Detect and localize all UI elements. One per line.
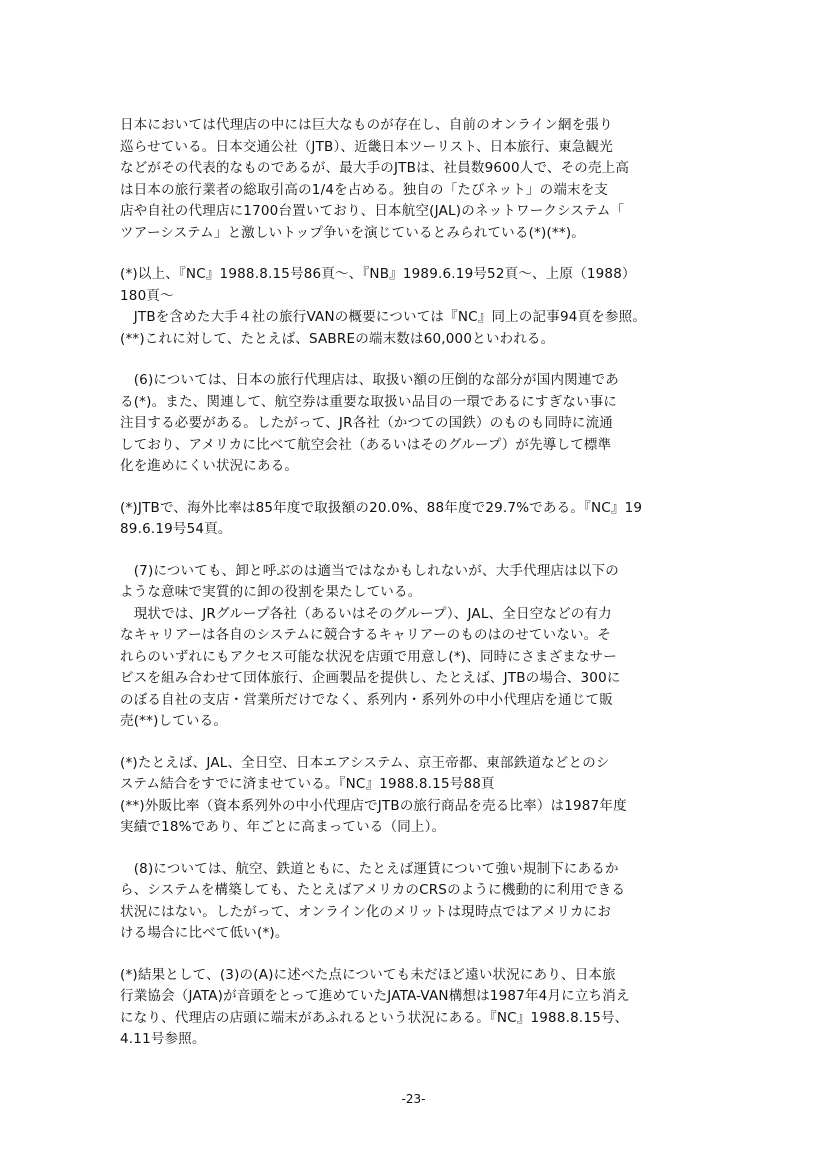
text-line: ら、システムを構築しても、たとえばアメリカのCRSのように機動的に利用できる <box>120 882 626 898</box>
text-line: ステム結合をすでに済ませている。『NC』1988.8.15号88頁 <box>120 776 495 792</box>
page-number: -23- <box>401 1092 426 1106</box>
text-line: (*)以上、『NC』1988.8.15号86頁～、『NB』1989.6.19号52頁～、上原（1988） <box>120 266 636 282</box>
text-line: しており、アメリカに比べて航空会社（あるいはそのグループ）が先導して標準 <box>120 436 612 453</box>
text-line: (**)これに対して、たとえば、SABREの端末数は60,000といわれる。 <box>120 330 555 347</box>
text-line: (6)については、日本の旅行代理店は、取扱い額の圧倒的な部分が国内関連であ <box>120 372 619 388</box>
text-line: JTBを含めた大手４社の旅行VANの概要については『NC』同上の記事94頁を参照。 <box>120 309 647 325</box>
text-line: ような意味で実質的に卸の役割を果たしている。 <box>120 584 422 600</box>
paragraph-block <box>120 115 725 244</box>
text-line: 日本においては代理店の中には巨大なものが存在し、自前のオンライン網を張り <box>120 117 613 133</box>
text-line: 状況にはない。したがって、オンライン化のメリットは現時点ではアメリカにお <box>120 903 612 920</box>
text-line: 行業協会（JATA)が音頭をとって進めていたJATA-VAN構想は1987年4月に立ち消え <box>120 988 630 1004</box>
paragraph-block <box>120 859 725 945</box>
text-line: ツアーシステム」と激しいトップ争いを演じているとみられている(*)(**)。 <box>120 224 585 241</box>
text-line: 売(**)している。 <box>120 713 228 729</box>
text-line: 現状では、JRグループ各社（あるいはそのグループ）、JAL、全日空などの有力 <box>120 605 612 622</box>
paragraph-block <box>120 370 725 478</box>
text-line: 180頁～ <box>120 287 174 304</box>
paragraph-block <box>120 264 725 350</box>
paragraph-block <box>120 498 725 541</box>
paragraph-block <box>120 753 725 839</box>
document-body <box>120 115 725 1071</box>
text-line: 店や自社の代理店に1700台置いており、日本航空(JAL)のネットワークシステム「 <box>120 203 625 219</box>
text-line: (*)JTBで、海外比率は85年度で取扱額の20.0%、88年度で29.7%である。『NC』19 <box>120 499 643 516</box>
paragraph-block <box>120 965 725 1051</box>
text-line: 4.11号参照。 <box>120 1031 206 1047</box>
text-line: なキャリアーは各自のシステムに競合するキャリアーのものはのせていない。そ <box>120 627 612 643</box>
text-line: ける場合に比べて低い(*)。 <box>120 925 289 941</box>
text-line: 実績で18%であり、年ごとに高まっている（同上）。 <box>120 819 446 835</box>
text-line: (*)たとえば、JAL、全日空、日本エアシステム、京王帝都、東部鉄道などとのシ <box>120 754 610 771</box>
text-line: などがその代表的なものであるが、最大手のJTBは、社員数9600人で、その売上高 <box>120 160 630 176</box>
text-line: (8)については、航空、鉄道ともに、たとえば運賃について強い規制下にあるか <box>120 860 619 877</box>
text-line: ビスを組み合わせて団体旅行、企画製品を提供し、たとえば、JTBの場合、300に <box>120 670 621 686</box>
text-line: 89.6.19号54頁。 <box>120 521 232 537</box>
text-line: は日本の旅行業者の総取引高の1/4を占める。独自の「たびネット」の端末を支 <box>120 181 609 198</box>
text-line: のぼる自社の支店・営業所だけでなく、系列内・系列外の中小代理店を通じて販 <box>120 691 613 708</box>
text-line: (**)外販比率（資本系列外の中小代理店でJTBの旅行商品を売る比率）は1987年度 <box>120 797 627 814</box>
text-line: れらのいずれにもアクセス可能な状況を店頭で用意し(*)、同時にさまざまなサー <box>120 648 617 665</box>
text-line: (*)結果として、(3)の(A)に述べた点についても未だほど遠い状況にあり、日本旅 <box>120 966 616 983</box>
text-line: 注目する必要がある。したがって、JR各社（かつての国鉄）のものも同時に流通 <box>120 415 613 431</box>
text-line: になり、代理店の店頭に端末があふれるという状況にある。『NC』1988.8.15号、 <box>120 1009 629 1026</box>
paragraph-block <box>120 561 725 733</box>
text-line: (7)についても、卸と呼ぶのは適当ではなかもしれないが、大手代理店は以下の <box>120 562 619 579</box>
text-line: 化を進めにくい状況にある。 <box>120 458 299 474</box>
text-line: 巡らせている。日本交通公社（JTB）、近畿日本ツーリスト、日本旅行、東急観光 <box>120 138 613 155</box>
text-line: る(*)。また、関連して、航空券は重要な取扱い品目の一環であるにすぎない事に <box>120 393 618 410</box>
